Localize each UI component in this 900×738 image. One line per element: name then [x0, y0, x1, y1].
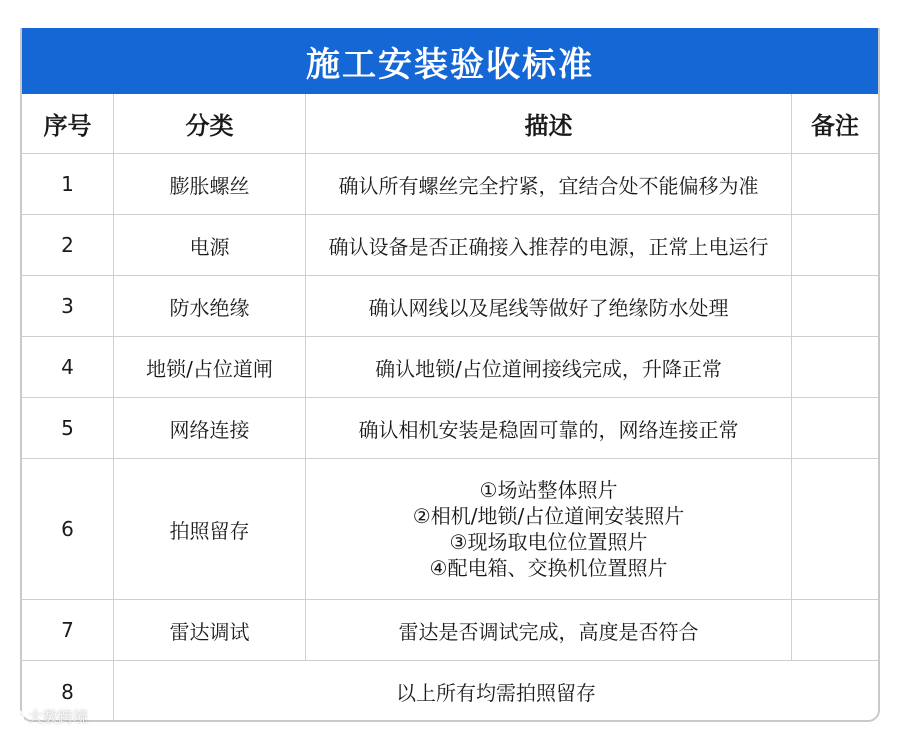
row-index: 6	[22, 459, 114, 600]
row-category: 膨胀螺丝	[114, 154, 306, 215]
row-description-photo-list	[306, 459, 792, 600]
photo-item: ②相机/地锁/占位道闸安装照片	[412, 504, 685, 528]
row-remark	[792, 337, 878, 398]
row-category: 网络连接	[114, 398, 306, 459]
row-category: 雷达调试	[114, 600, 306, 661]
photo-item: ④配电箱、交换机位置照片	[429, 556, 668, 580]
row-description: 确认地锁/占位道闸接线完成，升降正常	[306, 337, 792, 398]
row-category: 电源	[114, 215, 306, 276]
table-grid	[22, 94, 878, 722]
acceptance-table	[20, 28, 880, 722]
row-remark	[792, 215, 878, 276]
camera-watermark-icon	[8, 709, 24, 725]
photo-item: ①场站整体照片	[479, 478, 618, 502]
column-header-description: 描述	[306, 94, 792, 154]
column-header-remark: 备注	[792, 94, 878, 154]
column-header-category: 分类	[114, 94, 306, 154]
row-index: 5	[22, 398, 114, 459]
row-description: 确认设备是否正确接入推荐的电源，正常上电运行	[306, 215, 792, 276]
row-remark	[792, 600, 878, 661]
row-index: 2	[22, 215, 114, 276]
row-merged-note: 以上所有均需拍照留存	[396, 681, 596, 705]
row-remark	[792, 459, 878, 600]
row-category: 拍照留存	[114, 459, 306, 600]
table-title: 施工安装验收标准	[22, 28, 878, 94]
row-category: 防水绝缘	[114, 276, 306, 337]
row-remark	[792, 398, 878, 459]
photo-item: ③现场取电位位置照片	[449, 530, 648, 554]
watermark	[8, 706, 88, 727]
row-remark	[792, 276, 878, 337]
row-category: 地锁/占位道闸	[114, 337, 306, 398]
row-description: 确认相机安装是稳固可靠的，网络连接正常	[306, 398, 792, 459]
row-index: 4	[22, 337, 114, 398]
row-remark	[792, 154, 878, 215]
row-index: 1	[22, 154, 114, 215]
row-description: 雷达是否调试完成，高度是否符合	[306, 600, 792, 661]
watermark-text: 大数跨境	[28, 708, 89, 726]
column-header-index: 序号	[22, 94, 114, 154]
row-index: 7	[22, 600, 114, 661]
row-index: 8	[22, 661, 114, 722]
row-description: 确认网线以及尾线等做好了绝缘防水处理	[306, 276, 792, 337]
row-index: 3	[22, 276, 114, 337]
row-description: 确认所有螺丝完全拧紧，宜结合处不能偏移为准	[306, 154, 792, 215]
